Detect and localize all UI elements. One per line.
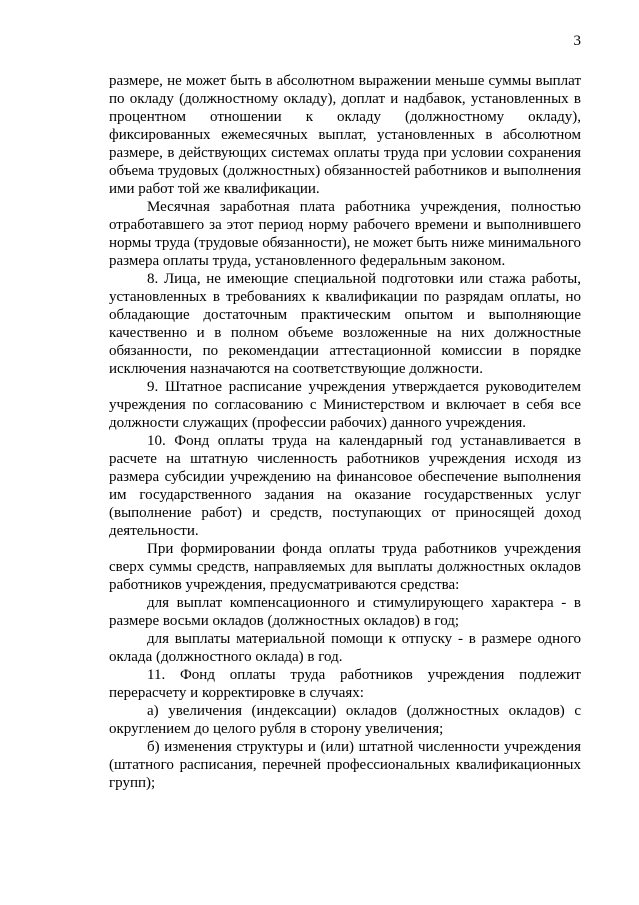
paragraph-item-11-b: б) изменения структуры и (или) штатной численности учреждения (штатного расписания, перечней профессиональных квалификационных групп); xyxy=(109,739,581,791)
paragraph-salary-continuation: размере, не может быть в абсолютном выражении меньше суммы выплат по окладу (должностному окладу), доплат и надбавок, установленных в процентном отношении к окладу (должностному окладу), фиксированных ежемесячных выплат, установленных в абсолютном размере, в действующих системах оплаты труда при условии сохранения объема трудовых (должностных) обязанностей работников и выполнения ими работ той же квалификации. xyxy=(109,73,581,197)
document-body xyxy=(109,72,581,792)
paragraph-material-aid: для выплаты материальной помощи к отпуску - в размере одного оклада (должностного оклада) в год. xyxy=(109,631,581,665)
paragraph-compensation-payments: для выплат компенсационного и стимулирующего характера - в размере восьми окладов (должностных окладов) в год; xyxy=(109,595,581,629)
paragraph-item-9: 9. Штатное расписание учреждения утверждается руководителем учреждения по согласованию с Министерством и включает в себя все должности служащих (профессии рабочих) данного учреждения. xyxy=(109,379,581,431)
paragraph-item-11-a: а) увеличения (индексации) окладов (должностных окладов) с округлением до целого рубля в сторону увеличения; xyxy=(109,703,581,737)
paragraph-item-11: 11. Фонд оплаты труда работников учреждения подлежит перерасчету и корректировке в случаях: xyxy=(109,667,581,701)
paragraph-fund-formation: При формировании фонда оплаты труда работников учреждения сверх суммы средств, направляемых для выплаты должностных окладов работников учреждения, предусматриваются средства: xyxy=(109,541,581,593)
page-number: 3 xyxy=(573,33,581,49)
paragraph-minimum-wage: Месячная заработная плата работника учреждения, полностью отработавшего за этот период норму рабочего времени и выполнившего нормы труда (трудовые обязанности), не может быть ниже минимального размера оплаты труда, установленного федеральным законом. xyxy=(109,199,581,269)
paragraph-item-8: 8. Лица, не имеющие специальной подготовки или стажа работы, установленных в требованиях к квалификации по разрядам оплаты, но обладающие достаточным практическим опытом и выполняющие качественно и в полном объеме возложенные на них должностные обязанности, по рекомендации аттестационной комиссии в порядке исключения назначаются на соответствующие должности. xyxy=(109,271,581,377)
paragraph-item-10: 10. Фонд оплаты труда на календарный год устанавливается в расчете на штатную численность работников учреждения исходя из размера субсидии учреждению на финансовое обеспечение выполнения им государственного задания на оказание государственных услуг (выполнение работ) и средств, поступающих от приносящей доход деятельности. xyxy=(109,433,581,539)
